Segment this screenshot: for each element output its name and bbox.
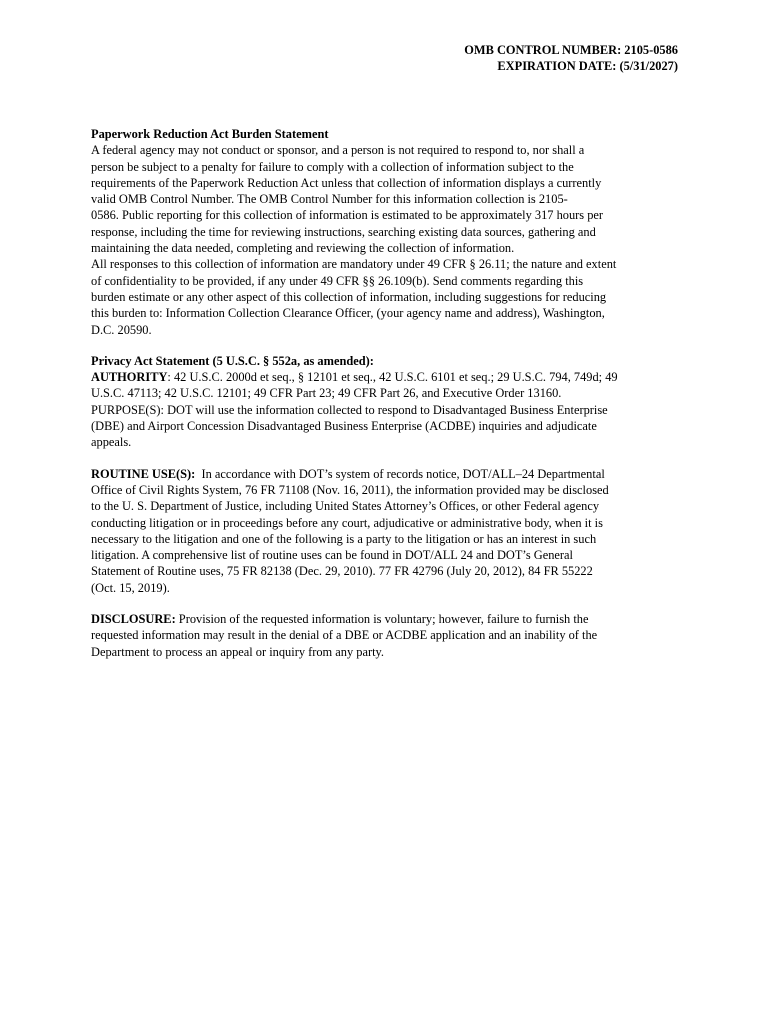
paperwork-line: burden estimate or any other aspect of this collection of information, including suggestions for reducing [91, 289, 607, 304]
routine-uses-section [91, 466, 691, 596]
paperwork-line: response, including the time for reviewing instructions, searching existing data sources, gathering and [91, 224, 596, 239]
section-spacer [91, 596, 691, 611]
disclosure-section [91, 611, 691, 660]
routine-line: to the U. S. Department of Justice, including United States Attorney’s Offices, or other Federal agency [91, 499, 600, 514]
routine-line: (Oct. 15, 2019). [91, 580, 170, 595]
routine-line: litigation. A comprehensive list of routine uses can be found in DOT/ALL 24 and DOT’s General [91, 548, 573, 563]
paperwork-line: maintaining the data needed, completing and reviewing the collection of information. [91, 241, 515, 256]
routine-first-line [91, 466, 691, 482]
disclosure-line: requested information may result in the denial of a DBE or ACDBE application and an inability of the [91, 628, 598, 643]
omb-control-number: OMB CONTROL NUMBER: 2105-0586 [464, 43, 678, 57]
disclosure-first-line [91, 611, 691, 627]
privacy-line: U.S.C. 47113; 42 U.S.C. 12101; 49 CFR Part 23; 49 CFR Part 26, and Executive Order 13160. [91, 386, 562, 401]
paperwork-line: of confidentiality to be provided, if any under 49 CFR §§ 26.109(b). Send comments regarding this [91, 273, 584, 288]
routine-line: necessary to the litigation and one of the following is a party to the litigation or has an interest in such [91, 531, 597, 546]
privacy-line: (DBE) and Airport Concession Disadvantaged Business Enterprise (ACDBE) inquiries and adjudicate [91, 419, 597, 434]
disclosure-text: Provision of the requested information is voluntary; however, failure to furnish the [175, 612, 589, 627]
privacy-section [91, 353, 691, 451]
paperwork-line: All responses to this collection of information are mandatory under 49 CFR § 26.11; the nature and extent [91, 257, 617, 272]
paperwork-line: D.C. 20590. [91, 322, 152, 337]
routine-line: conducting litigation or in proceedings before any court, adjudicative or administrative body, when it is [91, 515, 603, 530]
routine-text: In accordance with DOT’s system of records notice, DOT/ALL–24 Departmental [195, 466, 605, 481]
authority-text: : 42 U.S.C. 2000d et seq., § 12101 et seq., 42 U.S.C. 6101 et seq.; 29 U.S.C. 794, 749d; 49 [167, 370, 618, 385]
authority-label: AUTHORITY [91, 370, 168, 385]
authority-line [91, 369, 691, 385]
routine-line: Office of Civil Rights System, 76 FR 71108 (Nov. 16, 2011), the information provided may be disclosed [91, 482, 609, 497]
paperwork-line: valid OMB Control Number. The OMB Control Number for this information collection is 2105- [91, 192, 568, 207]
privacy-line: appeals. [91, 435, 132, 450]
paperwork-line: this burden to: Information Collection Clearance Officer, (your agency name and address), Washington, [91, 306, 605, 321]
document-header [464, 42, 678, 75]
section-spacer [91, 451, 691, 466]
expiration-date: EXPIRATION DATE: (5/31/2027) [497, 59, 678, 74]
privacy-line: PURPOSE(S): DOT will use the information collected to respond to Disadvantaged Business Enterprise [91, 402, 608, 417]
disclosure-line: Department to process an appeal or inquiry from any party. [91, 644, 385, 659]
paperwork-section [91, 126, 691, 338]
document-body [91, 126, 691, 660]
routine-label: ROUTINE USE(S): [91, 466, 196, 481]
routine-line: Statement of Routine uses, 75 FR 82138 (Dec. 29, 2010). 77 FR 42796 (July 20, 2012), 84 FR 55222 [91, 564, 593, 579]
privacy-title: Privacy Act Statement (5 U.S.C. § 552a, as amended): [91, 353, 374, 368]
section-spacer [91, 338, 691, 353]
disclosure-label: DISCLOSURE: [91, 612, 176, 627]
paperwork-line: 0586. Public reporting for this collection of information is estimated to be approximately 317 hours per [91, 208, 604, 223]
paperwork-line: A federal agency may not conduct or sponsor, and a person is not required to respond to, nor shall a [91, 143, 585, 158]
paperwork-line: requirements of the Paperwork Reduction Act unless that collection of information displays a currently [91, 175, 602, 190]
paperwork-title: Paperwork Reduction Act Burden Statement [91, 127, 329, 141]
paperwork-line: person be subject to a penalty for failure to comply with a collection of information subject to the [91, 159, 574, 174]
